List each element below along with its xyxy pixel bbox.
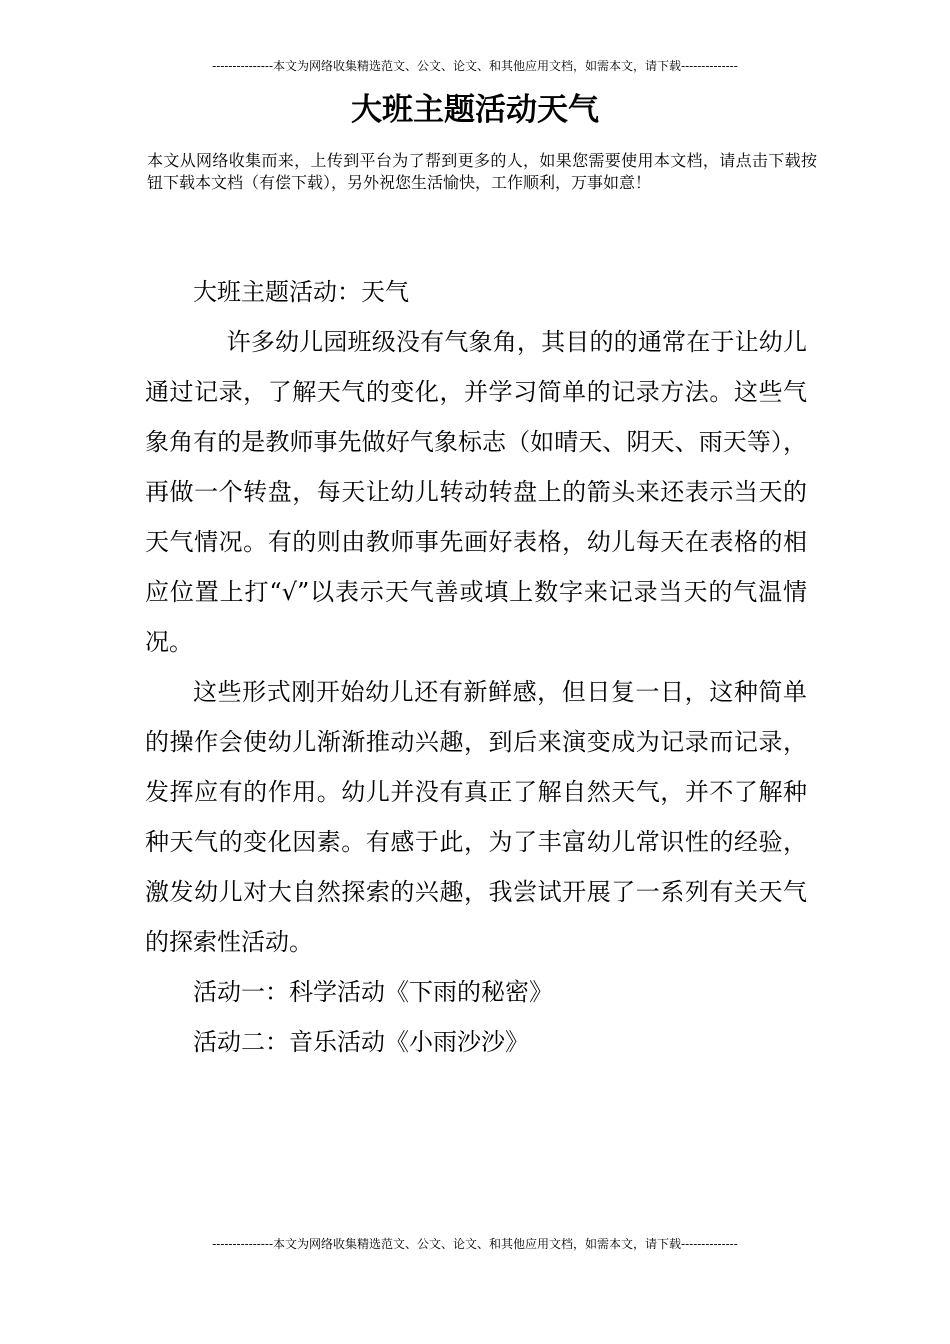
- activity-item: 活动一：科学活动《下雨的秘密》: [193, 978, 553, 1006]
- header-banner: ---------------本文为网络收集精选范文、公文、论文、和其他应用文档，如需本文，请下载--------------: [212, 59, 738, 73]
- document-title: 大班主题活动天气: [351, 92, 599, 128]
- body-paragraph: 这些形式刚开始幼儿还有新鲜感，但日复一日，这种简单的操作会使幼儿渐渐推动兴趣，到后来演变成为记录而记录，发挥应有的作用。幼儿并没有真正了解自然天气，并不了解种种天气的变化因素。有感于此，为了丰富幼儿常识性的经验，激发幼儿对大自然探索的兴趣，我尝试开展了一系列有关天气的探索性活动。: [145, 678, 807, 956]
- footer-banner: ---------------本文为网络收集精选范文、公文、论文、和其他应用文档，如需本文，请下载--------------: [212, 1237, 738, 1251]
- activity-item: 活动二：音乐活动《小雨沙沙》: [193, 1028, 529, 1056]
- body-paragraph: 许多幼儿园班级没有气象角，其目的的通常在于让幼儿通过记录，了解天气的变化，并学习简单的记录方法。这些气象角有的是教师事先做好气象标志（如晴天、阴天、雨天等），再做一个转盘，每天让幼儿转动转盘上的箭头来还表示当天的天气情况。有的则由教师事先画好表格，幼儿每天在表格的相应位置上打“√”以表示天气善或填上数字来记录当天的气温情况。: [145, 328, 807, 656]
- download-notice: 本文从网络收集而来，上传到平台为了帮到更多的人，如果您需要使用本文档，请点击下载按钮下载本文档（有偿下载），另外祝您生活愉快，工作顺利，万事如意！: [147, 151, 817, 192]
- document-body: [145, 267, 807, 1067]
- section-subtitle: 大班主题活动：天气: [193, 278, 409, 306]
